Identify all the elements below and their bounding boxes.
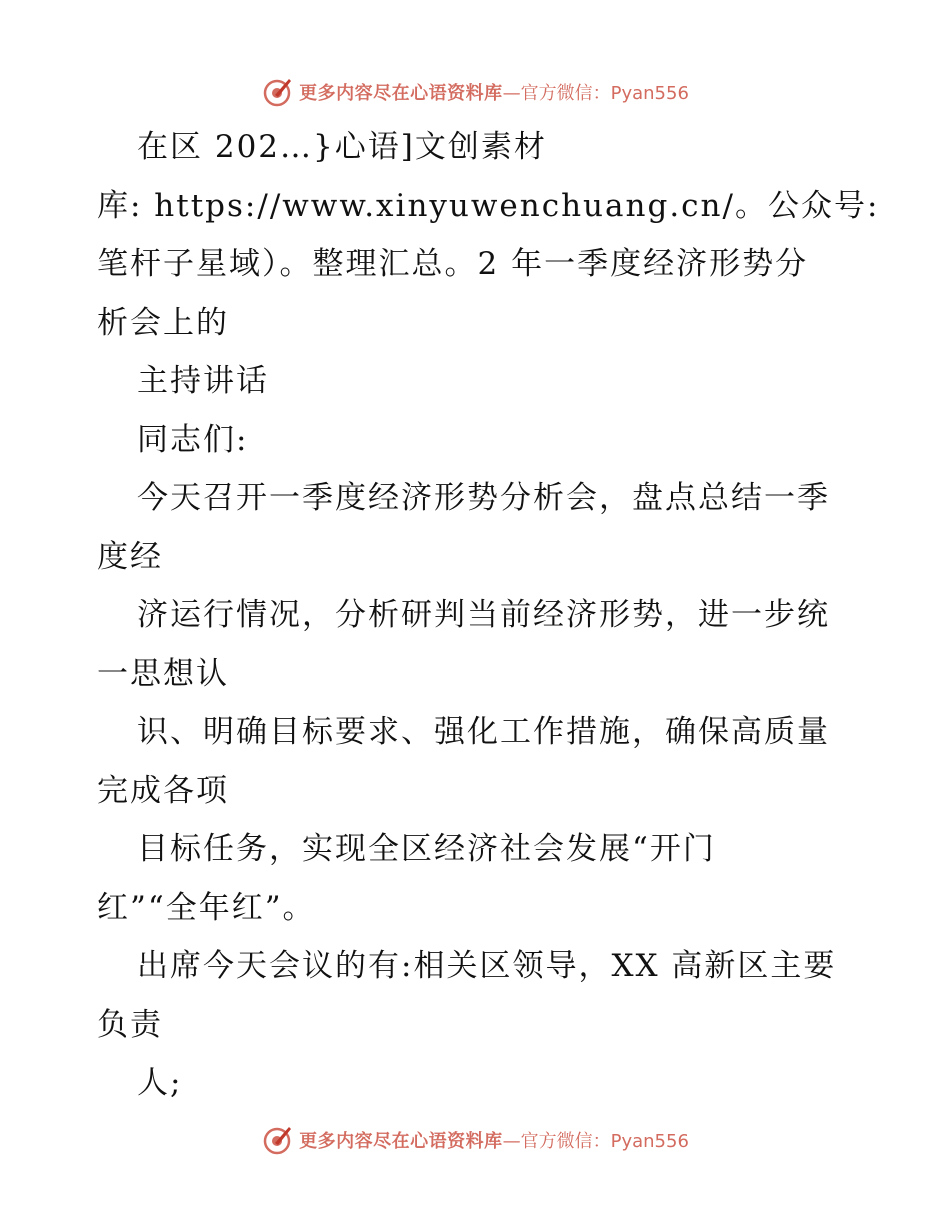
text-line: 目标任务，实现全区经济社会发展“开门 xyxy=(137,831,716,867)
text-line: 负责 xyxy=(97,1006,163,1043)
quill-logo-icon xyxy=(261,1124,293,1156)
document-body xyxy=(97,118,880,1113)
header-banner-text: 更多内容尽在心语资料库 xyxy=(299,83,503,104)
text-line: 今天召开一季度经济形势分析会，盘点总结一季 xyxy=(137,480,830,516)
footer-banner-suffix: —官方微信：Pyan556 xyxy=(502,1131,689,1152)
quill-logo-icon xyxy=(261,76,293,108)
text-line: 主持讲话 xyxy=(137,363,269,399)
footer-banner xyxy=(0,1120,950,1160)
text-line: 人; xyxy=(137,1065,183,1101)
text-line: 识、明确目标要求、强化工作措施，确保高质量 xyxy=(137,714,830,750)
footer-banner-text: 更多内容尽在心语资料库 xyxy=(299,1131,503,1152)
text-line: 完成各项 xyxy=(97,772,229,809)
text-line: 同志们: xyxy=(137,421,249,458)
text-line: 库: https://www.xinyuwenchuang.cn/。公众号: xyxy=(97,187,880,224)
text-line: 析会上的 xyxy=(97,304,229,341)
text-line: 笔杆子星域）。整理汇总。2 年一季度经济形势分 xyxy=(97,246,809,282)
text-line: 济运行情况，分析研判当前经济形势，进一步统 xyxy=(137,597,830,633)
header-banner xyxy=(0,72,950,112)
text-line: 在区 202…}心语]文创素材 xyxy=(137,129,547,165)
text-line: 一思想认 xyxy=(97,655,229,692)
text-line: 出席今天会议的有:相关区领导，XX 高新区主要 xyxy=(137,948,837,984)
text-line: 红”“全年红”。 xyxy=(97,889,316,926)
header-banner-suffix: —官方微信：Pyan556 xyxy=(502,83,689,104)
text-line: 度经 xyxy=(97,538,163,575)
